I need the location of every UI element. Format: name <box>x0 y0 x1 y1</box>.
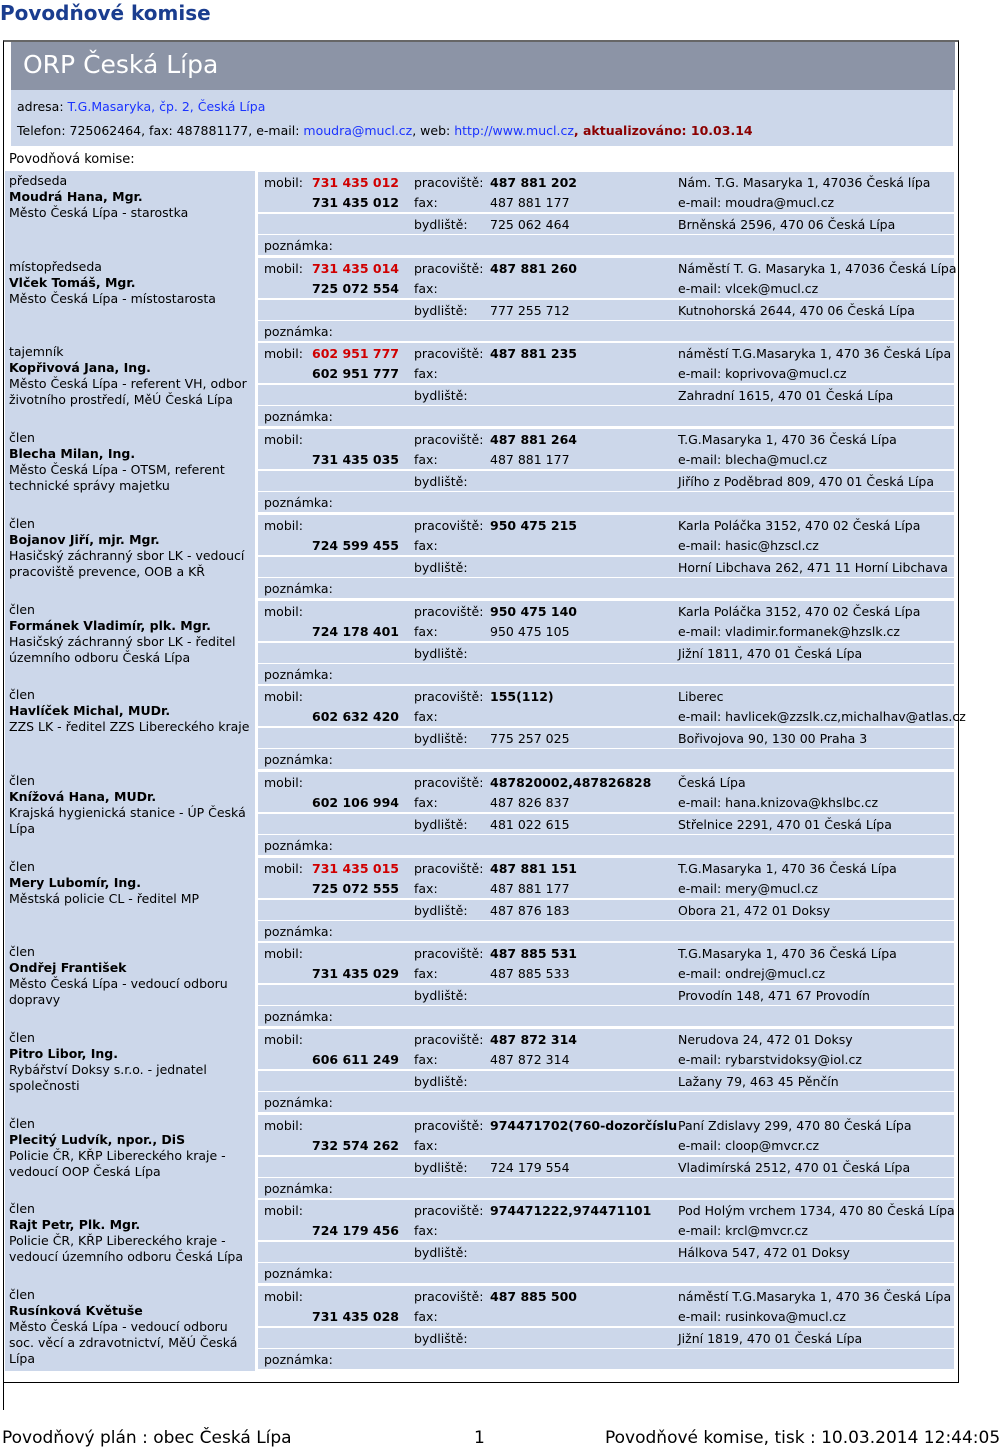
contact-row <box>258 342 954 363</box>
residence-address: Kutnohorská 2644, 470 06 Česká Lípa <box>678 303 915 318</box>
phone-number: 724 178 401 <box>312 624 399 639</box>
member-organization: Policie ČR, KŘP Libereckého kraje - vedoucí OOP Česká Lípa <box>9 1148 226 1179</box>
fax-number: 487 826 837 <box>490 795 570 810</box>
residence-label: bydliště: <box>414 560 468 575</box>
contact-row <box>258 792 954 812</box>
contact-row <box>258 535 954 555</box>
mobile-number: 731 435 012 <box>312 175 399 190</box>
contact-row <box>258 278 954 298</box>
contact-row <box>258 171 954 192</box>
footer-left: Povodňový plán : obec Česká Lípa <box>2 1428 292 1448</box>
workplace-label: pracoviště: <box>414 261 484 276</box>
updated-text: , aktualizováno: 10.03.14 <box>573 123 753 138</box>
address-line <box>17 99 265 114</box>
workplace-address: Paní Zdislavy 299, 470 80 Česká Lípa <box>678 1118 912 1133</box>
member-name: Vlček Tomáš, Mgr. <box>9 275 136 290</box>
note-label: poznámka: <box>264 1352 333 1367</box>
member-name: Blecha Milan, Ing. <box>9 446 136 461</box>
mobile-label: mobil: <box>264 432 303 447</box>
contact-row <box>258 321 954 341</box>
contact-row <box>258 192 954 212</box>
note-label: poznámka: <box>264 1181 333 1196</box>
page-title: Povodňové komise <box>0 1 211 25</box>
workplace-label: pracoviště: <box>414 1289 484 1304</box>
member-role: člen <box>9 773 35 788</box>
residence-address: Střelnice 2291, 470 01 Česká Lípa <box>678 817 892 832</box>
fax-label: fax: <box>414 1309 438 1324</box>
workplace-address: náměstí T.G.Masaryka 1, 470 36 Česká Lípa <box>678 1289 952 1304</box>
contact-row <box>258 685 954 706</box>
web-label: , web: <box>412 123 451 138</box>
fax-label: fax: <box>414 1138 438 1153</box>
contact-row <box>258 1049 954 1069</box>
member-info <box>5 857 255 943</box>
residence-label: bydliště: <box>414 388 468 403</box>
phone-number: 606 611 249 <box>312 1052 399 1067</box>
residence-label: bydliště: <box>414 1074 468 1089</box>
address-label: adresa: <box>17 99 64 114</box>
member-name: Bojanov Jiří, mjr. Mgr. <box>9 532 160 547</box>
workplace-phone: 487 872 314 <box>490 1032 577 1047</box>
contact-row <box>258 557 954 577</box>
member-role: člen <box>9 859 35 874</box>
note-label: poznámka: <box>264 581 333 596</box>
member-info <box>5 600 255 686</box>
residence-label: bydliště: <box>414 646 468 661</box>
phone-number: 732 574 262 <box>312 1138 399 1153</box>
member-organization: Rybářství Doksy s.r.o. - jednatel společnosti <box>9 1062 207 1093</box>
workplace-phone: 155(112) <box>490 689 554 704</box>
residence-phone: 777 255 712 <box>490 303 570 318</box>
phone-number: 731 435 029 <box>312 966 399 981</box>
member-info <box>5 257 255 343</box>
footer-right: Povodňové komise, tisk : 10.03.2014 12:44:05 <box>605 1428 1000 1448</box>
mobile-label: mobil: <box>264 518 303 533</box>
contact-row <box>258 300 954 320</box>
contact-row <box>258 1178 954 1198</box>
workplace-label: pracoviště: <box>414 1118 484 1133</box>
contact-row <box>258 749 954 769</box>
member-role: člen <box>9 687 35 702</box>
workplace-address: Pod Holým vrchem 1734, 470 80 Česká Lípa <box>678 1203 955 1218</box>
residence-address: Horní Libchava 262, 471 11 Horní Libchava <box>678 560 948 575</box>
web-link[interactable]: http://www.mucl.cz <box>454 123 574 138</box>
contact-row <box>258 878 954 898</box>
contact-row <box>258 257 957 278</box>
member-name: Ondřej František <box>9 960 127 975</box>
member-name: Rajt Petr, Plk. Mgr. <box>9 1217 141 1232</box>
workplace-phone: 487820002,487826828 <box>490 775 652 790</box>
contact-row <box>258 857 954 878</box>
contact-row <box>258 1263 954 1283</box>
contact-row <box>258 814 954 834</box>
workplace-address: Liberec <box>678 689 724 704</box>
frame-line <box>3 1380 4 1410</box>
email-address: e-mail: ondrej@mucl.cz <box>678 966 826 981</box>
member-organization: Krajská hygienická stanice - ÚP Česká Lípa <box>9 805 246 836</box>
member-organization: Hasičský záchranný sbor LK - ředitel územního odboru Česká Lípa <box>9 634 236 665</box>
member-info <box>5 514 255 600</box>
workplace-address: Nerudova 24, 472 01 Doksy <box>678 1032 853 1047</box>
mobile-label: mobil: <box>264 1118 303 1133</box>
residence-label: bydliště: <box>414 217 468 232</box>
contact-row <box>258 1242 954 1262</box>
member-name: Pitro Libor, Ing. <box>9 1046 118 1061</box>
member-info <box>5 771 255 857</box>
phone-number: 731 435 035 <box>312 452 399 467</box>
contact-row <box>258 664 954 684</box>
member-name: Kopřivová Jana, Ing. <box>9 360 151 375</box>
fax-label: fax: <box>414 709 438 724</box>
member-role: člen <box>9 1201 35 1216</box>
contact-row <box>258 921 954 941</box>
section-label: Povodňová komise: <box>9 152 135 167</box>
email-address: e-mail: krcl@mvcr.cz <box>678 1223 808 1238</box>
member-info <box>5 428 255 514</box>
member-name: Rusínková Květuše <box>9 1303 143 1318</box>
contact-row <box>258 942 954 963</box>
fax-number: 487 881 177 <box>490 452 570 467</box>
workplace-phone: 487 881 202 <box>490 175 577 190</box>
note-label: poznámka: <box>264 667 333 682</box>
member-info <box>5 171 255 257</box>
residence-label: bydliště: <box>414 474 468 489</box>
workplace-label: pracoviště: <box>414 946 484 961</box>
residence-address: Vladimírská 2512, 470 01 Česká Lípa <box>678 1160 911 1175</box>
workplace-address: Česká Lípa <box>678 775 746 790</box>
residence-address: Obora 21, 472 01 Doksy <box>678 903 831 918</box>
contact-row <box>258 1306 954 1326</box>
member-organization: Město Česká Lípa - místostarosta <box>9 291 216 306</box>
mobile-label: mobil: <box>264 1032 303 1047</box>
phone-number: 602 951 777 <box>312 366 399 381</box>
workplace-phone: 487 881 235 <box>490 346 577 361</box>
residence-phone: 481 022 615 <box>490 817 570 832</box>
note-label: poznámka: <box>264 1266 333 1281</box>
member-organization: Město Česká Lípa - OTSM, referent technické správy majetku <box>9 462 225 493</box>
fax-label: fax: <box>414 281 438 296</box>
contact-row <box>258 963 954 983</box>
workplace-label: pracoviště: <box>414 346 484 361</box>
mobile-number: 731 435 014 <box>312 261 399 276</box>
note-label: poznámka: <box>264 495 333 510</box>
residence-address: Jižní 1819, 470 01 Česká Lípa <box>678 1331 863 1346</box>
workplace-phone: 487 881 264 <box>490 432 577 447</box>
member-name: Mery Lubomír, Ing. <box>9 875 141 890</box>
member-name: Formánek Vladimír, plk. Mgr. <box>9 618 211 633</box>
contact-row <box>258 514 954 535</box>
member-organization: Město Česká Lípa - vedoucí odboru dopravy <box>9 976 228 1007</box>
fax-label: fax: <box>414 795 438 810</box>
contact-row <box>258 728 954 748</box>
member-name: Plecitý Ludvík, npor., DiS <box>9 1132 186 1147</box>
contact-row <box>258 449 954 469</box>
email-link[interactable]: moudra@mucl.cz <box>303 123 413 138</box>
residence-label: bydliště: <box>414 731 468 746</box>
member-role: člen <box>9 1030 35 1045</box>
contact-row <box>258 214 954 234</box>
note-label: poznámka: <box>264 1095 333 1110</box>
workplace-address: Nám. T.G. Masaryka 1, 47036 Česká lípa <box>678 175 931 190</box>
email-address: e-mail: rybarstvidoksy@iol.cz <box>678 1052 862 1067</box>
contact-row <box>258 406 954 426</box>
workplace-phone: 974471702(760-dozorčíslu <box>490 1118 678 1133</box>
workplace-label: pracoviště: <box>414 432 484 447</box>
footer-page-number: 1 <box>474 1428 485 1448</box>
workplace-address: Karla Poláčka 3152, 470 02 Česká Lípa <box>678 518 921 533</box>
fax-number: 487 881 177 <box>490 195 570 210</box>
phone-number: 602 632 420 <box>312 709 399 724</box>
email-address: e-mail: rusinkova@mucl.cz <box>678 1309 846 1324</box>
member-role: tajemník <box>9 344 64 359</box>
contact-row <box>258 1285 954 1306</box>
workplace-phone: 487 885 500 <box>490 1289 577 1304</box>
member-role: člen <box>9 516 35 531</box>
contact-row <box>258 1199 954 1220</box>
fax-label: fax: <box>414 452 438 467</box>
note-label: poznámka: <box>264 324 333 339</box>
member-name: Knížová Hana, MUDr. <box>9 789 157 804</box>
contact-row <box>258 235 954 255</box>
email-address: e-mail: moudra@mucl.cz <box>678 195 834 210</box>
residence-address: Zahradní 1615, 470 01 Česká Lípa <box>678 388 894 403</box>
email-address: e-mail: hana.knizova@khslbc.cz <box>678 795 879 810</box>
address-link[interactable]: T.G.Masaryka, čp. 2, Česká Lípa <box>67 99 266 114</box>
member-name: Moudrá Hana, Mgr. <box>9 189 143 204</box>
workplace-label: pracoviště: <box>414 861 484 876</box>
note-label: poznámka: <box>264 924 333 939</box>
phone-number: 725 072 555 <box>312 881 399 896</box>
workplace-address: Náměstí T. G. Masaryka 1, 47036 Česká Lípa <box>678 261 957 276</box>
contact-row <box>258 363 954 383</box>
mobile-label: mobil: <box>264 861 303 876</box>
workplace-label: pracoviště: <box>414 1032 484 1047</box>
note-label: poznámka: <box>264 838 333 853</box>
member-organization: Město Česká Lípa - vedoucí odboru soc. věcí a zdravotnictví, MěÚ Česká Lípa <box>9 1319 238 1366</box>
fax-number: 950 475 105 <box>490 624 570 639</box>
note-label: poznámka: <box>264 409 333 424</box>
contact-row <box>258 1157 954 1177</box>
member-info <box>5 342 255 428</box>
contact-row <box>258 900 954 920</box>
phone-line <box>17 123 753 138</box>
email-address: e-mail: blecha@mucl.cz <box>678 452 828 467</box>
email-address: e-mail: koprivova@mucl.cz <box>678 366 847 381</box>
residence-address: Jižní 1811, 470 01 Česká Lípa <box>678 646 863 661</box>
contact-row <box>258 471 954 491</box>
workplace-address: náměstí T.G.Masaryka 1, 470 36 Česká Lípa <box>678 346 952 361</box>
residence-address: Hálkova 547, 472 01 Doksy <box>678 1245 850 1260</box>
fax-number: 487 872 314 <box>490 1052 570 1067</box>
member-role: člen <box>9 602 35 617</box>
workplace-phone: 487 885 531 <box>490 946 577 961</box>
header-banner <box>11 42 955 90</box>
contact-row <box>258 600 954 621</box>
mobile-label: mobil: <box>264 775 303 790</box>
email-address: e-mail: vladimir.formanek@hzslk.cz <box>678 624 900 639</box>
fax-label: fax: <box>414 366 438 381</box>
member-info <box>5 1114 255 1200</box>
mobile-label: mobil: <box>264 946 303 961</box>
email-address: e-mail: cloop@mvcr.cz <box>678 1138 820 1153</box>
member-role: člen <box>9 1287 35 1302</box>
contact-row <box>258 1328 954 1348</box>
fax-label: fax: <box>414 195 438 210</box>
member-organization: Policie ČR, KŘP Libereckého kraje - vedoucí územního odboru Česká Lípa <box>9 1233 244 1264</box>
contact-row <box>258 985 954 1005</box>
workplace-address: Karla Poláčka 3152, 470 02 Česká Lípa <box>678 604 921 619</box>
workplace-address: T.G.Masaryka 1, 470 36 Česká Lípa <box>678 861 897 876</box>
note-label: poznámka: <box>264 1009 333 1024</box>
contact-info-box <box>11 90 953 146</box>
contact-row <box>258 771 954 792</box>
member-role: člen <box>9 944 35 959</box>
phone-number: 602 106 994 <box>312 795 399 810</box>
mobile-number: 731 435 015 <box>312 861 399 876</box>
header-title: ORP Česká Lípa <box>23 50 219 79</box>
phone-number: 725 072 554 <box>312 281 399 296</box>
workplace-label: pracoviště: <box>414 689 484 704</box>
mobile-label: mobil: <box>264 175 303 190</box>
fax-label: fax: <box>414 966 438 981</box>
member-organization: ZZS LK - ředitel ZZS Libereckého kraje <box>9 719 250 734</box>
mobile-label: mobil: <box>264 1203 303 1218</box>
member-role: člen <box>9 1116 35 1131</box>
residence-label: bydliště: <box>414 1160 468 1175</box>
member-name: Havlíček Michal, MUDr. <box>9 703 171 718</box>
phone-number: 724 599 455 <box>312 538 399 553</box>
member-info <box>5 1199 255 1285</box>
phone-number: 731 435 028 <box>312 1309 399 1324</box>
contact-row <box>258 643 954 663</box>
member-organization: Město Česká Lípa - starostka <box>9 205 189 220</box>
residence-label: bydliště: <box>414 1331 468 1346</box>
member-organization: Městská policie CL - ředitel MP <box>9 891 200 906</box>
workplace-label: pracoviště: <box>414 775 484 790</box>
residence-address: Jiřího z Poděbrad 809, 470 01 Česká Lípa <box>678 474 934 489</box>
note-label: poznámka: <box>264 752 333 767</box>
email-address: e-mail: vlcek@mucl.cz <box>678 281 819 296</box>
residence-phone: 724 179 554 <box>490 1160 570 1175</box>
fax-label: fax: <box>414 538 438 553</box>
residence-phone: 725 062 464 <box>490 217 570 232</box>
phone-text: Telefon: 725062464, fax: 487881177, e-mail: <box>17 123 300 138</box>
contact-row <box>258 1349 954 1369</box>
residence-label: bydliště: <box>414 1245 468 1260</box>
fax-label: fax: <box>414 1052 438 1067</box>
member-organization: Město Česká Lípa - referent VH, odbor životního prostředí, MěÚ Česká Lípa <box>9 376 247 407</box>
fax-number: 487 881 177 <box>490 881 570 896</box>
contact-row <box>258 706 966 726</box>
note-label: poznámka: <box>264 238 333 253</box>
residence-label: bydliště: <box>414 303 468 318</box>
fax-label: fax: <box>414 881 438 896</box>
mobile-label: mobil: <box>264 346 303 361</box>
email-address: e-mail: hasic@hzscl.cz <box>678 538 819 553</box>
fax-label: fax: <box>414 1223 438 1238</box>
workplace-phone: 487 881 151 <box>490 861 577 876</box>
member-role: místopředseda <box>9 259 102 274</box>
workplace-label: pracoviště: <box>414 518 484 533</box>
email-address: e-mail: mery@mucl.cz <box>678 881 818 896</box>
member-role: člen <box>9 430 35 445</box>
residence-label: bydliště: <box>414 903 468 918</box>
contact-row <box>258 1220 954 1240</box>
workplace-label: pracoviště: <box>414 1203 484 1218</box>
fax-number: 487 885 533 <box>490 966 570 981</box>
contact-row <box>258 492 954 512</box>
contact-row <box>258 1006 954 1026</box>
contact-row <box>258 385 954 405</box>
contact-row <box>258 1071 954 1091</box>
workplace-phone: 974471222,974471101 <box>490 1203 652 1218</box>
residence-address: Brněnská 2596, 470 06 Česká Lípa <box>678 217 896 232</box>
contact-row <box>258 1092 954 1112</box>
fax-label: fax: <box>414 624 438 639</box>
residence-phone: 775 257 025 <box>490 731 570 746</box>
workplace-address: T.G.Masaryka 1, 470 36 Česká Lípa <box>678 432 897 447</box>
residence-address: Bořivojova 90, 130 00 Praha 3 <box>678 731 868 746</box>
mobile-number: 602 951 777 <box>312 346 399 361</box>
workplace-label: pracoviště: <box>414 604 484 619</box>
mobile-label: mobil: <box>264 1289 303 1304</box>
member-info <box>5 1285 255 1371</box>
member-info <box>5 1028 255 1114</box>
workplace-phone: 950 475 140 <box>490 604 577 619</box>
residence-address: Lažany 79, 463 45 Pěnčín <box>678 1074 839 1089</box>
workplace-address: T.G.Masaryka 1, 470 36 Česká Lípa <box>678 946 897 961</box>
residence-phone: 487 876 183 <box>490 903 570 918</box>
residence-label: bydliště: <box>414 817 468 832</box>
residence-address: Provodín 148, 471 67 Provodín <box>678 988 870 1003</box>
member-info <box>5 942 255 1028</box>
workplace-label: pracoviště: <box>414 175 484 190</box>
contact-row <box>258 428 954 449</box>
contact-row <box>258 1114 954 1135</box>
member-organization: Hasičský záchranný sbor LK - vedoucí pracoviště prevence, OOB a KŘ <box>9 548 245 579</box>
member-info <box>5 685 255 771</box>
workplace-phone: 950 475 215 <box>490 518 577 533</box>
mobile-label: mobil: <box>264 689 303 704</box>
phone-number: 731 435 012 <box>312 195 399 210</box>
email-address: e-mail: havlicek@zzslk.cz,michalhav@atlas.cz <box>678 709 966 724</box>
contact-row <box>258 578 954 598</box>
contact-row <box>258 835 954 855</box>
workplace-phone: 487 881 260 <box>490 261 577 276</box>
phone-number: 724 179 456 <box>312 1223 399 1238</box>
mobile-label: mobil: <box>264 261 303 276</box>
member-role: předseda <box>9 173 68 188</box>
contact-row <box>258 1135 954 1155</box>
residence-label: bydliště: <box>414 988 468 1003</box>
mobile-label: mobil: <box>264 604 303 619</box>
contact-row <box>258 621 954 641</box>
contact-row <box>258 1028 954 1049</box>
